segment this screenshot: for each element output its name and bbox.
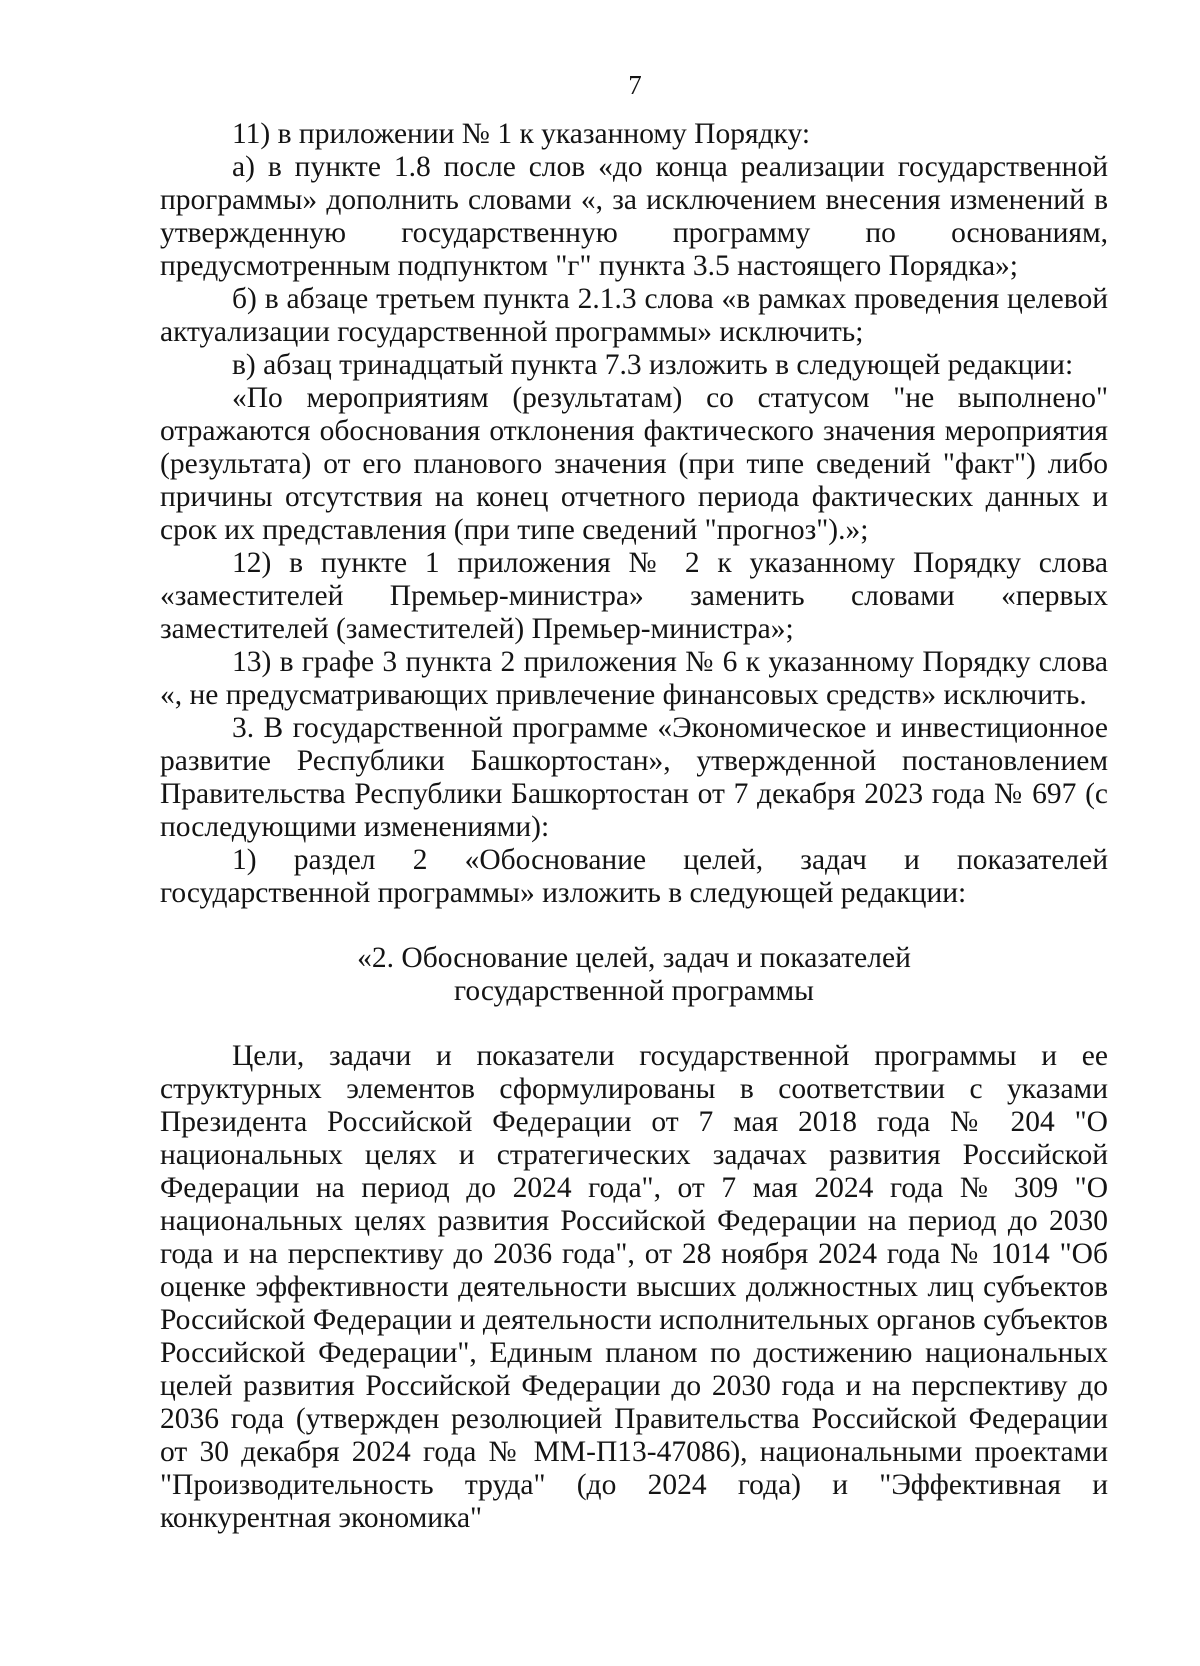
paragraph: 3. В государственной программе «Экономическое и инвестиционное развитие Республики Башкортостан», утвержденной постановлением Правительства Республики Башкортостан от 7 декабря 2023 года № 697 (с последующими изменениями): xyxy=(160,712,1108,843)
paragraph: б) в абзаце третьем пункта 2.1.3 слова «в рамках проведения целевой актуализации государственной программы» исключить; xyxy=(160,283,1108,348)
paragraph: 12) в пункте 1 приложения № 2 к указанному Порядку слова «заместителей Премьер-министра» заменить словами «первых заместителей (заместителей) Премьер-министра»; xyxy=(160,547,1108,645)
paragraph: 1) раздел 2 «Обоснование целей, задач и показателей государственной программы» изложить в следующей редакции: xyxy=(160,844,1108,909)
document-body xyxy=(160,118,1108,1535)
paragraph: 13) в графе 3 пункта 2 приложения № 6 к указанному Порядку слова «, не предусматривающих привлечение финансовых средств» исключить. xyxy=(160,646,1108,711)
page-number: 7 xyxy=(628,70,642,100)
section-heading xyxy=(160,942,1108,1008)
paragraph: «По мероприятиям (результатам) со статусом "не выполнено" отражаются обоснования отклонения фактического значения мероприятия (результата) от его планового значения (при типе сведений "факт") либо причины отсутствия на конец отчетного периода фактических данных и срок их представления (при типе сведений "прогноз").»; xyxy=(160,382,1108,546)
section-heading-line-2: государственной программы xyxy=(453,975,814,1007)
paragraph: в) абзац тринадцатый пункта 7.3 изложить в следующей редакции: xyxy=(232,349,1074,381)
paragraph: а) в пункте 1.8 после слов «до конца реализации государственной программы» дополнить словами «, за исключением внесения изменений в утвержденную государственную программу по основаниям, предусмотренным подпунктом "г" пункта 3.5 настоящего Порядка»; xyxy=(160,151,1108,282)
section-heading-line-1: «2. Обоснование целей, задач и показателей xyxy=(357,942,911,974)
paragraph: 11) в приложении № 1 к указанному Порядку: xyxy=(232,118,811,150)
paragraph: Цели, задачи и показатели государственной программы и ее структурных элементов сформулированы в соответствии с указами Президента Российской Федерации от 7 мая 2018 года № 204 "О национальных целях и стратегических задачах развития Российской Федерации на период до 2024 года", от 7 мая 2024 года № 309 "О национальных целях развития Российской Федерации на период до 2030 года и на перспективу до 2036 года", от 28 ноября 2024 года № 1014 "Об оценке эффективности деятельности высших должностных лиц субъектов Российской Федерации и деятельности исполнительных органов субъектов Российской Федерации", Единым планом по достижению национальных целей развития Российской Федерации до 2030 года и на перспективу до 2036 года (утвержден резолюцией Правительства Российской Федерации от 30 декабря 2024 года № ММ-П13-47086), национальными проектами "Производительность труда" (до 2024 года) и "Эффективная и конкурентная экономика" xyxy=(160,1040,1108,1534)
